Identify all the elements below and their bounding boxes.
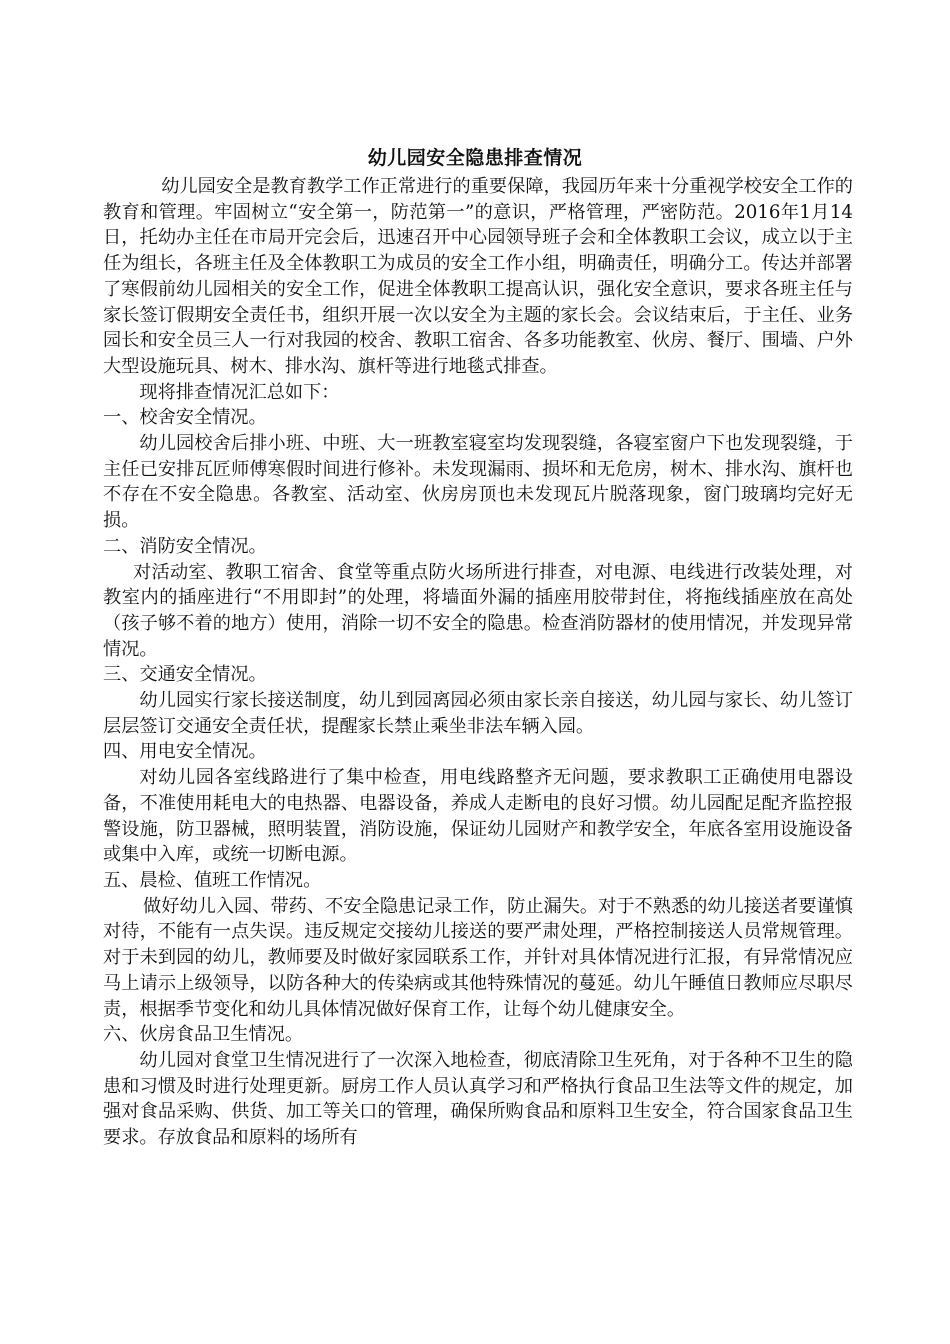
section-heading-duty: 五、晨检、值班工作情况。 xyxy=(103,869,322,891)
section-heading-kitchen: 六、伙房食品卫生情况。 xyxy=(103,1024,304,1046)
section-text-fire: 对活动室、教职工宿舍、食堂等重点防火场所进行排查，对电源、电线进行改装处理，对教室内的插座进行“不用即封”的处理，将墙面外漏的插座用胶带封住，将拖线插座放在高处（孩子够不着的地方）使用，消除一切不安全的隐患。检查消防器材的使用情况，并发现异常情况。 xyxy=(103,561,853,660)
section-heading-fire: 二、消防安全情况。 xyxy=(103,535,267,557)
section-heading-campus: 一、校舍安全情况。 xyxy=(103,407,267,429)
document-body xyxy=(103,174,853,1151)
section-text-campus: 幼儿园校舍后排小班、中班、大一班教室寝室均发现裂缝，各寝室窗户下也发现裂缝，于主任已安排瓦匠师傅寒假时间进行修补。未发现漏雨、损坏和无危房，树木、排水沟、旗杆也不存在不安全隐患。各教室、活动室、伙房房顶也未发现瓦片脱落现象，窗门玻璃均完好无损。 xyxy=(103,433,853,532)
section-text-kitchen: 幼儿园对食堂卫生情况进行了一次深入地检查，彻底清除卫生死角，对于各种不卫生的隐患和习惯及时进行处理更新。厨房工作人员认真学习和严格执行食品卫生法等文件的规定，加强对食品采购、供货、加工等关口的管理，确保所购食品和原料卫生安全，符合国家食品卫生要求。存放食品和原料的场所有 xyxy=(103,1049,853,1149)
section-heading-traffic: 三、交通安全情况。 xyxy=(103,664,267,686)
section-text-traffic: 幼儿园实行家长接送制度，幼儿到园离园必须由家长亲自接送，幼儿园与家长、幼儿签订层层签订交通安全责任状，提醒家长禁止乘坐非法车辆入园。 xyxy=(103,690,853,737)
intro-paragraph: 幼儿园安全是教育教学工作正常进行的重要保障，我园历年来十分重视学校安全工作的教育和管理。牢固树立“安全第一，防范第一”的意识，严格管理，严密防范。2016年1月14日，托幼办主任在市局开完会后，迅速召开中心园领导班子会和全体教职工会议，成立以于主任为组长，各班主任及全体教职工为成员的安全工作小组，明确责任，明确分工。传达并部署了寒假前幼儿园相关的安全工作，促进全体教职工提高认识，强化安全意识，要求各班主任与家长签订假期安全责任书，组织开展一次以安全为主题的家长会。会议结束后，于主任、业务园长和安全员三人一行对我园的校舍、教职工宿舍、各多功能教室、伙房、餐厅、围墙、户外大型设施玩具、树木、排水沟、旗杆等进行地毯式排查。 xyxy=(103,176,853,377)
section-text-duty: 做好幼儿入园、带药、不安全隐患记录工作，防止漏失。对于不熟悉的幼儿接送者要谨慎对待，不能有一点失误。违反规定交接幼儿接送的要严肃处理，严格控制接送人员常规管理。对于未到园的幼儿，教师要及时做好家园联系工作，并针对具体情况进行汇报，有异常情况应马上请示上级领导，以防各种大的传染病或其他特殊情况的蔓延。幼儿午睡值日教师应尽职尽责，根据季节变化和幼儿具体情况做好保育工作，让每个幼儿健康安全。 xyxy=(103,895,853,1020)
document-title: 幼儿园安全隐患排查情况 xyxy=(367,147,583,169)
summary-intro: 现将排查情况汇总如下： xyxy=(139,381,340,403)
section-heading-electric: 四、用电安全情况。 xyxy=(103,741,267,763)
section-text-electric: 对幼儿园各室线路进行了集中检查，用电线路整齐无问题，要求教职工正确使用电器设备，不准使用耗电大的电热器、电器设备，养成人走断电的良好习惯。幼儿园配足配齐监控报警设施，防卫器械，照明装置，消防设施，保证幼儿园财产和教学安全，年底各室用设施设备或集中入库，或统一切断电源。 xyxy=(103,767,853,866)
